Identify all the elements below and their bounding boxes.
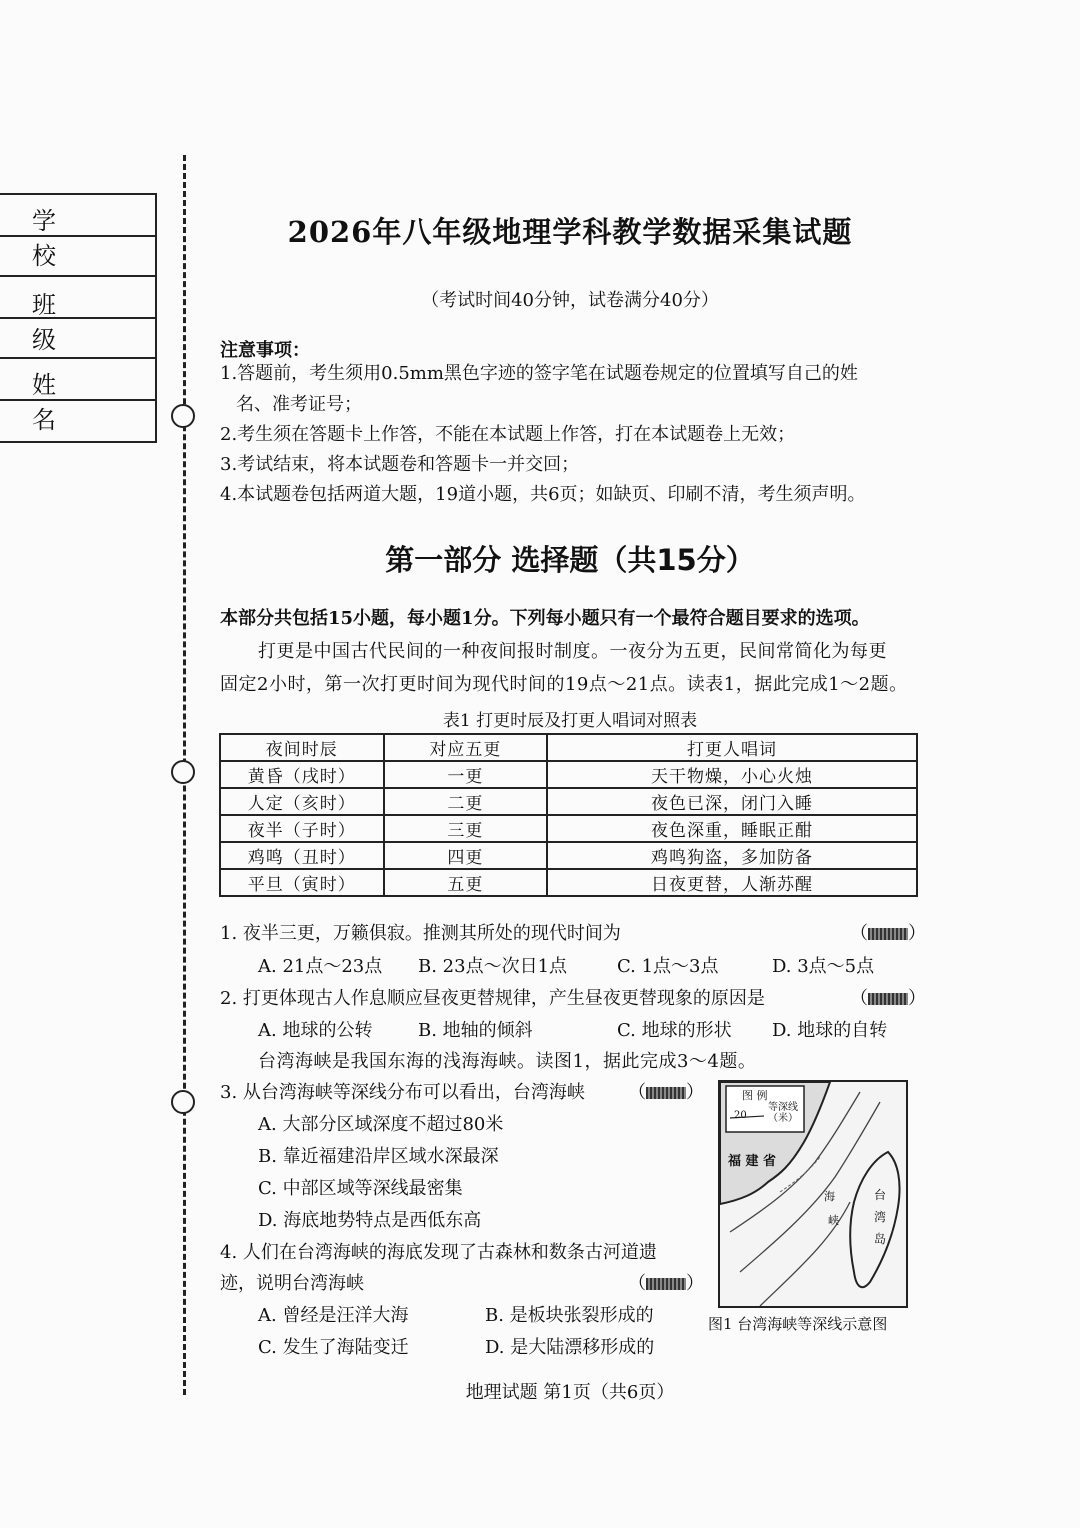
- table-cell: 日夜更替，人渐苏醒: [547, 869, 917, 896]
- option: C. 1点～3点: [617, 956, 719, 977]
- option: D. 是大陆漂移形成的: [485, 1337, 655, 1358]
- table-header: 夜间时辰: [220, 734, 384, 761]
- option: C. 中部区域等深线最密集: [258, 1178, 463, 1199]
- note-item: 3.考试结束，将本试题卷和答题卡一并交回；: [220, 454, 580, 475]
- table-cell: 夜色深重，睡眠正酣: [547, 815, 917, 842]
- part-intro: 本部分共包括15小题，每小题1分。下列每小题只有一个最符合题目要求的选项。: [220, 608, 870, 629]
- question-1-stem: 1. 夜半三更，万籁俱寂。推测其所处的现代时间为: [220, 923, 621, 944]
- table-header: 打更人唱词: [547, 734, 917, 761]
- table-cell: 四更: [384, 842, 548, 869]
- table-cell: 夜色已深，闭门入睡: [547, 788, 917, 815]
- part-title: 第一部分 选择题（共15分）: [385, 543, 755, 577]
- table-row: [220, 869, 917, 896]
- table-header-row: [220, 734, 917, 761]
- table-cell: 一更: [384, 761, 548, 788]
- table-cell: 鸡鸣（丑时）: [220, 842, 384, 869]
- table-row: [220, 815, 917, 842]
- option: B. 是板块张裂形成的: [485, 1305, 654, 1326]
- page-footer: 地理试题 第1页（共6页）: [465, 1382, 675, 1403]
- option: B. 23点～次日1点: [418, 956, 568, 977]
- figure-caption: 图1 台湾海峡等深线示意图: [708, 1315, 888, 1333]
- table-row: [220, 761, 917, 788]
- option: C. 发生了海陆变迁: [258, 1337, 409, 1358]
- binding-hole: [171, 1090, 195, 1114]
- table-cell: 五更: [384, 869, 548, 896]
- question-4-stem: 迹，说明台湾海峡: [220, 1273, 364, 1294]
- option: A. 21点～23点: [258, 956, 383, 977]
- taiwan-label: 岛: [874, 1232, 887, 1246]
- option: B. 靠近福建沿岸区域水深最深: [258, 1146, 499, 1167]
- table-row: [220, 788, 917, 815]
- option: D. 3点～5点: [772, 956, 875, 977]
- redacted-answer: [868, 928, 908, 940]
- question-3-stem: 3. 从台湾海峡等深线分布可以看出，台湾海峡: [220, 1082, 585, 1103]
- table-header: 对应五更: [384, 734, 548, 761]
- table-cell: 黄昏（戌时）: [220, 761, 384, 788]
- redacted-answer: [646, 1278, 686, 1290]
- binding-hole: [171, 404, 195, 428]
- redacted-answer: [646, 1087, 686, 1099]
- note-item: 2.考生须在答题卡上作答，不能在本试题上作答，打在本试题卷上无效；: [220, 424, 796, 445]
- note-item: 名、准考证号；: [236, 394, 362, 415]
- table-cell: 三更: [384, 815, 548, 842]
- legend-title: 图 例: [742, 1089, 768, 1102]
- school-label: 学校: [32, 207, 94, 270]
- option: D. 地球的自转: [772, 1020, 888, 1041]
- option: D. 海底地势特点是西低东高: [258, 1210, 482, 1231]
- legend-label: 等深线（米）: [768, 1102, 798, 1124]
- exam-subtitle: （考试时间40分钟，试卷满分40分）: [421, 290, 719, 311]
- option: B. 地轴的倾斜: [418, 1020, 533, 1041]
- strait-label: 海: [824, 1190, 835, 1203]
- table-cell: 夜半（子时）: [220, 815, 384, 842]
- question-4-stem: 4. 人们在台湾海峡的海底发现了古森林和数条古河道遗: [220, 1242, 657, 1263]
- table-cell: 二更: [384, 788, 548, 815]
- table-cell: 人定（亥时）: [220, 788, 384, 815]
- legend-value: 20: [734, 1110, 747, 1121]
- name-label: 姓名: [32, 371, 94, 434]
- passage-line: 固定2小时，第一次打更时间为现代时间的19点～21点。读表1，据此完成1～2题。: [220, 674, 908, 695]
- note-item: 1.答题前，考生须用0.5mm黑色字迹的签字笔在试题卷规定的位置填写自己的姓: [220, 363, 858, 384]
- option: A. 地球的公转: [258, 1020, 373, 1041]
- info-divider: [0, 275, 155, 277]
- option: A. 曾经是汪洋大海: [258, 1305, 409, 1326]
- notes-heading: 注意事项：: [220, 340, 310, 361]
- option: A. 大部分区域深度不超过80米: [258, 1114, 504, 1135]
- option: C. 地球的形状: [617, 1020, 732, 1041]
- table-cell: 鸡鸣狗盗，多加防备: [547, 842, 917, 869]
- answer-bracket: （ ）: [850, 923, 926, 944]
- exam-title: 2026年八年级地理学科教学数据采集试题: [287, 215, 853, 249]
- strait-label: 峡: [828, 1214, 839, 1227]
- note-item: 4.本试题卷包括两道大题，19道小题，共6页；如缺页、印刷不清，考生须声明。: [220, 484, 866, 505]
- table-cell: 天干物燥，小心火烛: [547, 761, 917, 788]
- table-row: [220, 842, 917, 869]
- passage-line: 台湾海峡是我国东海的浅海海峡。读图1，据此完成3～4题。: [258, 1051, 757, 1072]
- taiwan-strait-map: [718, 1080, 908, 1308]
- question-2-stem: 2. 打更体现古人作息顺应昼夜更替规律，产生昼夜更替现象的原因是: [220, 988, 765, 1009]
- answer-bracket: （ ）: [628, 1273, 704, 1294]
- redacted-answer: [868, 993, 908, 1005]
- answer-bracket: （ ）: [850, 988, 926, 1009]
- taiwan-label: 湾: [874, 1210, 887, 1224]
- taiwan-label: 台: [874, 1188, 887, 1202]
- passage-line: 打更是中国古代民间的一种夜间报时制度。一夜分为五更，民间常简化为每更: [258, 641, 887, 662]
- info-divider: [0, 357, 155, 359]
- class-label: 班级: [32, 291, 94, 354]
- binding-hole: [171, 760, 195, 784]
- student-info-box: [0, 193, 157, 443]
- answer-bracket: （ ）: [628, 1082, 704, 1103]
- fujian-label: 福 建 省: [728, 1154, 777, 1169]
- table-caption: 表1 打更时辰及打更人唱词对照表: [442, 711, 698, 731]
- watch-table: [219, 733, 918, 897]
- table-cell: 平旦（寅时）: [220, 869, 384, 896]
